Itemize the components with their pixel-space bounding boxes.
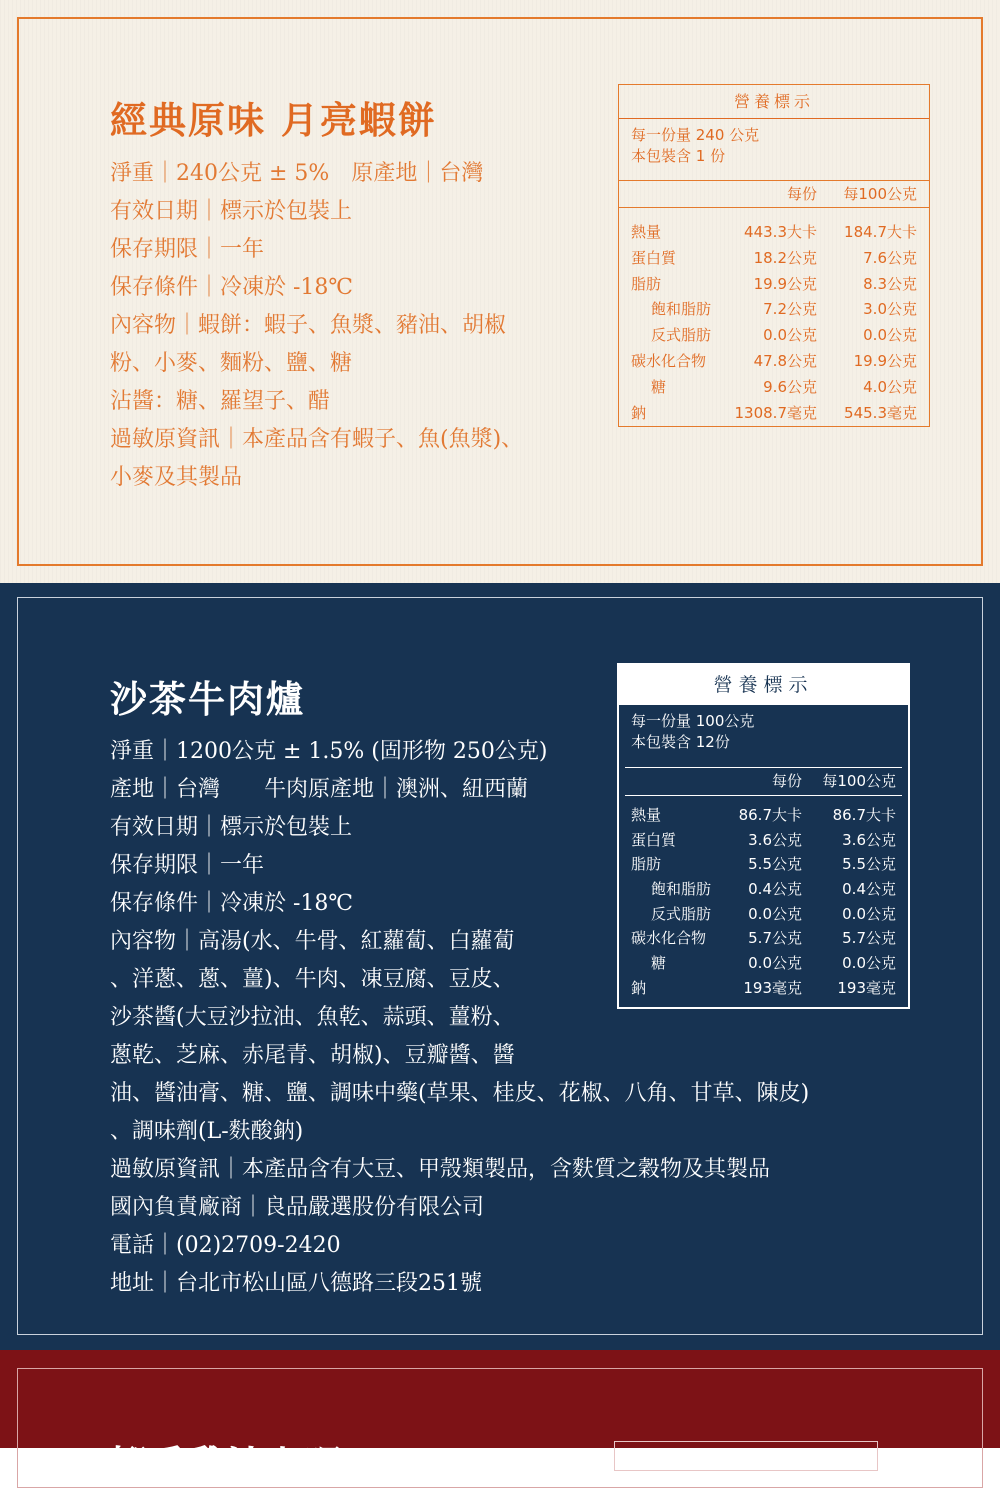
info-line: 電話｜(02)2709-2420 [110, 1233, 341, 1258]
info-line: 、調味劑(L-麩酸鈉) [110, 1119, 304, 1144]
nutrient-row [631, 902, 896, 927]
value-per-serving: 5.5公克 [748, 855, 802, 874]
value-per-serving: 443.3大卡 [744, 223, 817, 241]
nutrient-name: 脂肪 [631, 855, 662, 874]
nutrient-name: 熱量 [631, 223, 662, 241]
product-info [110, 155, 523, 497]
nutrition-table-edge [614, 1441, 878, 1471]
info-line: 粉、小麥、麵粉、鹽、糖 [110, 351, 353, 376]
nutrition-table [618, 84, 930, 427]
value-per-serving: 47.8公克 [753, 351, 817, 370]
value-per-100g: 0.4公克 [842, 880, 896, 899]
column-per-100g: 每100公克 [822, 772, 896, 790]
column-per-100g: 每100公克 [843, 185, 917, 203]
value-per-serving: 9.6公克 [763, 377, 817, 396]
nutrient-name: 飽和脂肪 [651, 880, 712, 899]
nutrition-heading: 營養標示 [619, 665, 908, 705]
value-per-serving: 1308.7毫克 [734, 403, 817, 422]
info-line: 內容物｜高湯(水、牛骨、紅蘿蔔、白蘿蔔 [110, 929, 515, 954]
value-per-100g: 86.7大卡 [832, 806, 896, 824]
value-per-100g: 0.0公克 [842, 954, 896, 973]
value-per-100g: 8.3公克 [863, 274, 917, 293]
value-per-serving: 5.7公克 [748, 929, 802, 948]
info-line: 沾醬：糖、羅望子、醋 [110, 389, 331, 414]
info-line: 油、醬油膏、糖、鹽、調味中藥(草果、桂皮、花椒、八角、甘草、陳皮) [110, 1081, 810, 1106]
value-per-serving: 19.9公克 [753, 274, 817, 293]
value-per-100g: 19.9公克 [853, 351, 917, 370]
nutrient-row [631, 349, 917, 375]
value-per-100g: 4.0公克 [863, 377, 917, 396]
value-per-100g: 184.7大卡 [844, 223, 917, 241]
nutrient-row [631, 852, 896, 877]
product-section-beef-hotpot [0, 583, 1000, 1350]
value-per-100g: 193毫克 [837, 978, 896, 997]
value-per-100g: 545.3毫克 [844, 403, 917, 422]
product-title: 椰香雞汁咖哩 [110, 1442, 344, 1486]
info-line: 蔥乾、芝麻、赤尾青、胡椒)、豆瓣醬、醬 [110, 1043, 515, 1068]
value-per-100g: 0.0公克 [842, 904, 896, 923]
nutrient-name: 熱量 [631, 806, 662, 824]
nutrient-row [631, 272, 917, 298]
nutrition-table [617, 663, 910, 1009]
product-title: 沙茶牛肉爐 [110, 677, 305, 721]
info-line: 沙茶醬(大豆沙拉油、魚乾、蒜頭、薑粉、 [110, 1005, 515, 1030]
nutrient-row [631, 220, 917, 246]
value-per-serving: 86.7大卡 [738, 806, 802, 824]
info-line: 淨重｜1200公克 ± 1.5% (固形物 250公克) [110, 739, 548, 764]
info-line: 保存期限｜一年 [110, 237, 265, 262]
nutrient-row [631, 976, 896, 1001]
column-per-serving: 每份 [786, 185, 817, 203]
nutrient-row [631, 323, 917, 349]
info-line: 小麥及其製品 [110, 465, 243, 490]
serving-size: 每一份量 100公克 [631, 712, 755, 730]
value-per-serving: 3.6公克 [748, 830, 802, 849]
info-line: 有效日期｜標示於包裝上 [110, 199, 353, 224]
product-title: 經典原味 月亮蝦餅 [110, 98, 437, 142]
nutrient-name: 碳水化合物 [631, 351, 707, 370]
info-line: 國內負責廠商｜良品嚴選股份有限公司 [110, 1195, 485, 1220]
nutrient-name: 鈉 [631, 978, 647, 997]
column-per-serving: 每份 [771, 772, 802, 790]
value-per-100g: 0.0公克 [863, 326, 917, 345]
nutrient-row [631, 297, 917, 323]
value-per-100g: 5.5公克 [842, 855, 896, 874]
product-section-curry [0, 1350, 1000, 1486]
value-per-100g: 3.6公克 [842, 830, 896, 849]
value-per-100g: 3.0公克 [863, 300, 917, 319]
value-per-serving: 0.0公克 [748, 904, 802, 923]
nutrient-name: 碳水化合物 [631, 929, 707, 948]
servings-per-pack: 本包裝含 12份 [631, 733, 730, 751]
nutrient-row [631, 401, 917, 427]
nutrient-name: 糖 [651, 954, 667, 973]
value-per-100g: 5.7公克 [842, 929, 896, 948]
value-per-100g: 7.6公克 [863, 248, 917, 267]
info-line: 保存期限｜一年 [110, 853, 265, 878]
nutrient-row [631, 926, 896, 951]
info-line: 保存條件｜冷凍於 -18℃ [110, 275, 354, 300]
info-line: 過敏原資訊｜本產品含有大豆、甲殼類製品，含麩質之穀物及其製品 [110, 1157, 771, 1182]
nutrient-row [631, 951, 896, 976]
value-per-serving: 0.4公克 [748, 880, 802, 899]
nutrient-name: 反式脂肪 [651, 904, 712, 923]
nutrient-name: 蛋白質 [631, 248, 677, 267]
nutrient-name: 蛋白質 [631, 830, 677, 849]
nutrient-row [631, 375, 917, 401]
info-line: 過敏原資訊｜本產品含有蝦子、魚(魚漿)、 [110, 427, 524, 452]
info-line: 有效日期｜標示於包裝上 [110, 815, 353, 840]
info-line: 產地｜台灣 牛肉原產地｜澳洲、紐西蘭 [110, 777, 529, 802]
nutrient-row [631, 246, 917, 272]
nutrient-name: 飽和脂肪 [651, 300, 712, 319]
value-per-serving: 0.0公克 [748, 954, 802, 973]
nutrition-heading: 營養標示 [619, 85, 929, 119]
value-per-serving: 0.0公克 [763, 326, 817, 345]
value-per-serving: 18.2公克 [753, 248, 817, 267]
nutrient-row [631, 877, 896, 902]
info-line: 地址｜台北市松山區八德路三段251號 [110, 1271, 482, 1296]
value-per-serving: 193毫克 [743, 978, 802, 997]
info-line: 保存條件｜冷凍於 -18℃ [110, 891, 354, 916]
servings-per-pack: 本包裝含 1 份 [631, 147, 726, 165]
nutrient-name: 脂肪 [631, 274, 662, 293]
nutrient-name: 反式脂肪 [651, 326, 712, 345]
nutrient-name: 糖 [651, 377, 667, 396]
serving-size: 每一份量 240 公克 [631, 126, 760, 144]
info-line: 內容物｜蝦餅：蝦子、魚漿、豬油、胡椒 [110, 313, 507, 338]
nutrient-row [631, 828, 896, 853]
value-per-serving: 7.2公克 [763, 300, 817, 319]
info-line: 、洋蔥、蔥、薑)、牛肉、凍豆腐、豆皮、 [110, 967, 515, 992]
product-section-shrimp-cake [0, 0, 1000, 583]
nutrient-row [631, 803, 896, 828]
info-line: 淨重｜240公克 ± 5% 原產地｜台灣 [110, 161, 484, 186]
nutrient-name: 鈉 [631, 403, 647, 422]
